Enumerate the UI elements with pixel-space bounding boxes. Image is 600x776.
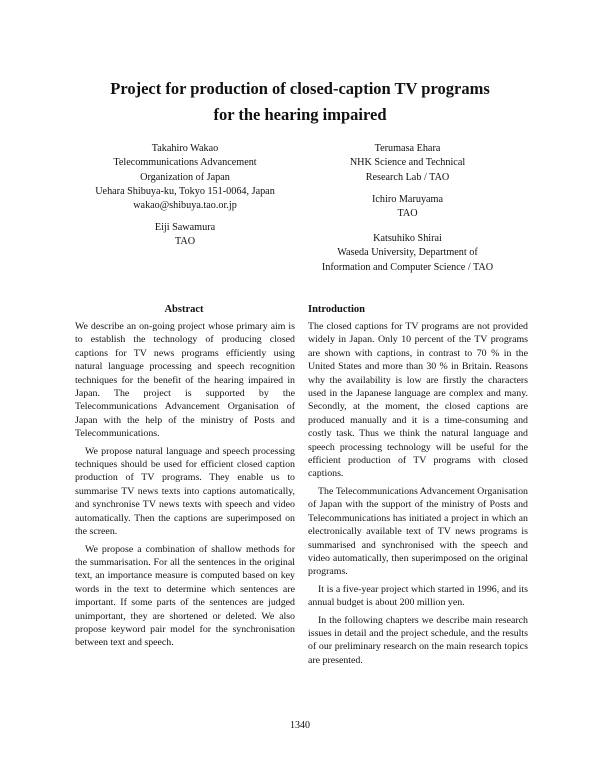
author-affiliation: Information and Computer Science / TAO [321,261,494,273]
author-affiliation: Research Lab / TAO [365,171,450,183]
author-shirai [300,232,515,275]
page-number: 1340 [290,720,310,731]
author-name: Eiji Sawamura [154,222,216,233]
introduction-paragraph: The closed captions for TV programs are not provided widely in Japan. Only 10 percent of the TV programs are shown with captions, in contrast to 70 % in the United States and more than 30 % in Britain. Reasons why the availability is low are firstly the characters used in the Japanese language are complex and many. Secondly, at the moment, the closed captions are produced manually and it is a time-consuming and costly task. Thus we think the natural language and speech processing technology will be useful for the efficient production of TV programs with closed captions. [308,321,528,480]
author-affiliation: TAO [174,236,196,248]
title-line-2: for the hearing impaired [213,105,387,124]
title-line-1: Project for production of closed-caption TV programs [110,79,490,98]
author-ehara [300,142,515,185]
author-name: Ichiro Maruyama [372,194,443,205]
introduction-paragraph: It is a five-year project which started in 1996, and its annual budget is about 200 million yen. [308,583,528,609]
abstract-paragraph: We describe an on-going project whose primary aim is to establish the technology of producing closed captions for TV news programs efficiently using natural language processing and speech recognition techniques for the benefit of the hearing impaired in Japan. The project is supported by the Telecommunications Advancement Organisation of Japan with the help of the ministry of Posts and Telecommunications. [75,321,295,440]
author-email: wakao@shibuya.tao.or.jp [133,200,237,212]
abstract-paragraph: We propose a combination of shallow methods for the summarisation. For all the sentences in the original text, an importance measure is computed based on key words in the text to determine which sentences are important. If some parts of the sentences are judged unimportant, they are shortened or deleted. We also propose keyword pair model for the synchronisation between text and speech. [75,543,295,649]
author-name: Terumasa Ehara [374,143,441,154]
author-name: Katsuhiko Shirai [373,233,442,244]
author-affiliation: NHK Science and Technical [349,157,466,169]
introduction-body [308,320,528,671]
author-wakao [65,142,305,213]
abstract-paragraph: We propose natural language and speech processing techniques should be used for efficient closed caption production of TV programs. They enable us to summarise TV news texts into captions automatically, and synchronise TV news texts with speech and video automatically. Then the captions are superimposed on the screen. [75,445,295,538]
paper-title [0,78,600,126]
introduction-heading: Introduction [308,304,365,315]
author-address: Uehara Shibuya-ku, Tokyo 151-0064, Japan [95,185,275,197]
author-affiliation: Waseda University, Department of [337,247,478,259]
author-sawamura [65,221,305,250]
author-affiliation: TAO [397,208,418,220]
author-affiliation: Organization of Japan [140,171,230,183]
introduction-paragraph: The Telecommunications Advancement Organisation of Japan with the support of the ministry of Posts and Telecommunications has initiated a project in which an electronically available text of TV news programs is summarised and synchronised with the speech and video automatically, then superimposed on the original programs. [308,485,528,578]
abstract-heading: Abstract [164,304,204,315]
author-affiliation: Telecommunications Advancement [113,157,257,169]
author-maruyama [300,193,515,222]
introduction-paragraph: In the following chapters we describe main research issues in detail and the project schedule, and the results of our preliminary research on the main research topics are presented. [308,614,528,666]
author-name: Takahiro Wakao [151,143,219,154]
abstract-body [75,320,295,654]
